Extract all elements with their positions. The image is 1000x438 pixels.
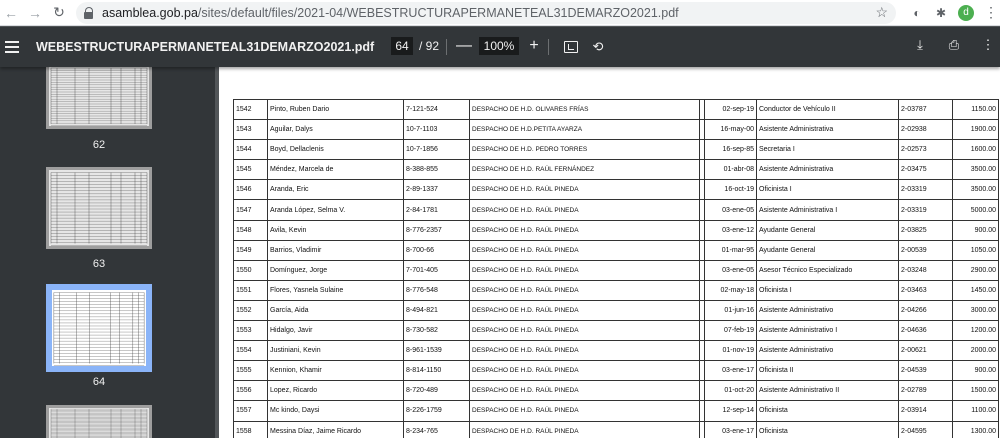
position-code: 2-00539: [899, 240, 953, 260]
rotate-icon[interactable]: ⟲: [592, 39, 604, 54]
employee-name: Avila, Kevin: [268, 220, 404, 240]
page-number-input[interactable]: 64: [391, 37, 413, 55]
page-thumbnail[interactable]: [46, 167, 152, 249]
row-number: 1557: [234, 401, 268, 421]
employee-id: 10-7-1103: [404, 120, 470, 140]
table-row: [234, 160, 999, 180]
toolbar-divider: [446, 39, 447, 55]
position-title: Oficinista I: [757, 180, 899, 200]
page-thumbnail-selected[interactable]: [46, 284, 152, 372]
profile-avatar[interactable]: d: [958, 5, 974, 21]
start-date: 02-may-18: [705, 280, 757, 300]
row-number: 1556: [234, 381, 268, 401]
table-row: [234, 200, 999, 220]
table-row: [234, 240, 999, 260]
department: DESPACHO DE H.D. RAÚL PINEDA: [470, 321, 700, 341]
employee-id: 8-776-2357: [404, 220, 470, 240]
table-row: [234, 401, 999, 421]
employee-name: García, Aida: [268, 300, 404, 320]
start-date: 01-abr-08: [705, 160, 757, 180]
position-code: 2-04595: [899, 421, 953, 438]
employee-id: 8-730-582: [404, 321, 470, 341]
position-title: Asistente Administrativo: [757, 300, 899, 320]
table-row: [234, 140, 999, 160]
position-title: Asistente Administrativo: [757, 341, 899, 361]
position-code: 2-03825: [899, 220, 953, 240]
sidebar-menu-icon[interactable]: [5, 41, 19, 53]
thumbnail-table-preview: [49, 170, 149, 246]
table-row: [234, 100, 999, 120]
department: DESPACHO DE H.D. RAÚL PINEDA: [470, 361, 700, 381]
department: DESPACHO DE H.D. RAÚL FERNÁNDEZ: [470, 160, 700, 180]
employee-id: 2-84-1781: [404, 200, 470, 220]
row-number: 1553: [234, 321, 268, 341]
salary: 1600.00: [953, 140, 999, 160]
position-title: Oficinista: [757, 401, 899, 421]
position-code: 2-04266: [899, 300, 953, 320]
department: DESPACHO DE H.D. RAÚL PINEDA: [470, 280, 700, 300]
position-title: Asistente Administrativo II: [757, 381, 899, 401]
department: DESPACHO DE H.D. RAÚL PINEDA: [470, 421, 700, 438]
employee-name: Pinto, Ruben Dario: [268, 100, 404, 120]
position-title: Ayudante General: [757, 240, 899, 260]
salary: 3500.00: [953, 180, 999, 200]
employee-id: 8-961-1539: [404, 341, 470, 361]
row-number: 1545: [234, 160, 268, 180]
table-row: [234, 280, 999, 300]
browser-menu-icon[interactable]: ⋮: [984, 4, 998, 20]
department: DESPACHO DE H.D.PETITA AYARZA: [470, 120, 700, 140]
thumbnail-label: 63: [92, 258, 106, 270]
table-row: [234, 341, 999, 361]
row-number: 1548: [234, 220, 268, 240]
start-date: 03-ene-05: [705, 260, 757, 280]
fit-page-icon[interactable]: [563, 39, 579, 55]
print-icon[interactable]: ⎙: [948, 37, 960, 52]
address-bar[interactable]: [76, 2, 896, 24]
employee-name: Lopez, Ricardo: [268, 381, 404, 401]
employee-id: 8-776-548: [404, 280, 470, 300]
thumbnail-label: 62: [92, 139, 106, 151]
employee-id: 8-388-855: [404, 160, 470, 180]
salary: 1050.00: [953, 240, 999, 260]
employee-name: Domínguez, Jorge: [268, 260, 404, 280]
employee-name: Méndez, Marcela de: [268, 160, 404, 180]
position-title: Asistente Administrativa: [757, 160, 899, 180]
start-date: 01-jun-16: [705, 300, 757, 320]
position-code: 2-03248: [899, 260, 953, 280]
zoom-controls: [455, 37, 543, 55]
position-title: Secretaria I: [757, 140, 899, 160]
row-number: 1550: [234, 260, 268, 280]
back-arrow-icon[interactable]: ←: [4, 4, 18, 21]
row-number: 1544: [234, 140, 268, 160]
employee-id: 8-720-489: [404, 381, 470, 401]
employee-id: 8-494-821: [404, 300, 470, 320]
bookmark-star-icon[interactable]: ☆: [875, 4, 888, 20]
employee-name: Aranda López, Selma V.: [268, 200, 404, 220]
position-title: Asistente Administrativa I: [757, 200, 899, 220]
zoom-out-button[interactable]: —: [456, 37, 472, 54]
department: DESPACHO DE H.D. RAÚL PINEDA: [470, 180, 700, 200]
employee-name: Aguilar, Dalys: [268, 120, 404, 140]
position-title: Asesor Técnico Especializado: [757, 260, 899, 280]
reload-icon[interactable]: ↻: [53, 4, 65, 20]
salary: 5000.00: [953, 200, 999, 220]
position-title: Conductor de Vehículo II: [757, 100, 899, 120]
employee-id: 7-701-405: [404, 260, 470, 280]
employee-name: Justiniani, Kevin: [268, 341, 404, 361]
start-date: 03-ene-12: [705, 220, 757, 240]
position-title: Oficinista I: [757, 280, 899, 300]
table-row: [234, 421, 999, 438]
personnel-table: [233, 99, 999, 438]
employee-id: 8-814-1150: [404, 361, 470, 381]
pdf-page: [219, 67, 1000, 438]
thumbnail-sidebar[interactable]: [0, 67, 215, 438]
employee-name: Aranda, Eric: [268, 180, 404, 200]
row-number: 1555: [234, 361, 268, 381]
browser-toolbar: [0, 0, 1000, 26]
position-code: 2-02789: [899, 381, 953, 401]
page-thumbnail[interactable]: [46, 405, 152, 438]
table-row: [234, 220, 999, 240]
document-viewer[interactable]: [215, 67, 1000, 438]
thumbnail-label: 64: [92, 376, 106, 388]
download-icon[interactable]: ⤓: [917, 37, 923, 52]
department: DESPACHO DE H.D. RAÚL PINEDA: [470, 260, 700, 280]
start-date: 16-sep-85: [705, 140, 757, 160]
row-number: 1542: [234, 100, 268, 120]
table-row: [234, 260, 999, 280]
table-row: [234, 300, 999, 320]
employee-id: 8-234-765: [404, 421, 470, 438]
start-date: 16-may-00: [705, 120, 757, 140]
employee-name: Messina Díaz, Jaime Ricardo: [268, 421, 404, 438]
thumbnail-table-preview: [49, 67, 149, 126]
total-pages: / 92: [419, 39, 440, 53]
zoom-in-button[interactable]: +: [529, 37, 539, 54]
position-title: Asistente Administrativa: [757, 120, 899, 140]
salary: 1150.00: [953, 100, 999, 120]
position-title: Oficinista II: [757, 361, 899, 381]
position-code: 2-03319: [899, 200, 953, 220]
start-date: 01-nov-19: [705, 341, 757, 361]
row-number: 1546: [234, 180, 268, 200]
forward-arrow-icon[interactable]: →: [28, 4, 42, 21]
start-date: 12-sep-14: [705, 401, 757, 421]
department: DESPACHO DE H.D. PEDRO TORRES: [470, 140, 700, 160]
row-number: 1554: [234, 341, 268, 361]
salary: 3000.00: [953, 300, 999, 320]
employee-name: Hidalgo, Javir: [268, 321, 404, 341]
employee-id: 10-7-1856: [404, 140, 470, 160]
start-date: 01-oct-20: [705, 381, 757, 401]
department: DESPACHO DE H.D. OLIVARES FRÍAS: [470, 100, 700, 120]
department: DESPACHO DE H.D. RAÚL PINEDA: [470, 381, 700, 401]
position-code: 2-02938: [899, 120, 953, 140]
department: DESPACHO DE H.D. RAÚL PINEDA: [470, 200, 700, 220]
department: DESPACHO DE H.D. RAÚL PINEDA: [470, 300, 700, 320]
start-date: 01-mar-95: [705, 240, 757, 260]
table-row: [234, 120, 999, 140]
url-text[interactable]: asamblea.gob.pa/sites/default/files/2021-04/WEBESTRUCTURAPERMANETEAL31DEMARZO2021.pdf: [102, 5, 679, 20]
salary: 1100.00: [953, 401, 999, 421]
department: DESPACHO DE H.D. RAÚL PINEDA: [470, 220, 700, 240]
page-selector: [391, 37, 439, 55]
thumbnail-table-preview: [52, 290, 146, 366]
position-code: 2-00621: [899, 341, 953, 361]
position-code: 2-03787: [899, 100, 953, 120]
salary: 3500.00: [953, 160, 999, 180]
employee-id: 7-121-524: [404, 100, 470, 120]
salary: 900.00: [953, 220, 999, 240]
row-number: 1552: [234, 300, 268, 320]
position-code: 2-02573: [899, 140, 953, 160]
employee-name: Flores, Yasnela Sulaine: [268, 280, 404, 300]
salary: 1900.00: [953, 120, 999, 140]
salary: 1300.00: [953, 421, 999, 438]
table-row: [234, 381, 999, 401]
position-code: 2-04636: [899, 321, 953, 341]
lock-icon[interactable]: [84, 7, 94, 19]
employee-name: Mc kindo, Daysi: [268, 401, 404, 421]
employee-name: Boyd, Dellaclenis: [268, 140, 404, 160]
department: DESPACHO DE H.D. RAÚL PINEDA: [470, 240, 700, 260]
salary: 900.00: [953, 361, 999, 381]
salary: 2900.00: [953, 260, 999, 280]
thumbnail-table-preview: [49, 408, 149, 438]
row-number: 1549: [234, 240, 268, 260]
start-date: 02-sep-19: [705, 100, 757, 120]
start-date: 16-oct-19: [705, 180, 757, 200]
department: DESPACHO DE H.D. RAÚL PINEDA: [470, 341, 700, 361]
table-row: [234, 361, 999, 381]
table-row: [234, 180, 999, 200]
start-date: 03-ene-17: [705, 421, 757, 438]
puzzle-icon[interactable]: ✱: [935, 5, 947, 20]
employee-name: Barrios, Vladimir: [268, 240, 404, 260]
position-code: 2-03319: [899, 180, 953, 200]
position-title: Oficinista: [757, 421, 899, 438]
document-title: WEBESTRUCTURAPERMANETEAL31DEMARZO2021.pdf: [36, 40, 375, 54]
start-date: 03-ene-05: [705, 200, 757, 220]
row-number: 1551: [234, 280, 268, 300]
department: DESPACHO DE H.D. RAÚL PINEDA: [470, 401, 700, 421]
row-number: 1558: [234, 421, 268, 438]
start-date: 07-feb-19: [705, 321, 757, 341]
salary: 1200.00: [953, 321, 999, 341]
employee-id: 8-700-66: [404, 240, 470, 260]
row-number: 1543: [234, 120, 268, 140]
pdf-toolbar: [0, 27, 1000, 67]
page-thumbnail[interactable]: [46, 67, 152, 129]
extension-icon[interactable]: ◐: [913, 5, 921, 20]
employee-id: 2-89-1337: [404, 180, 470, 200]
position-code: 2-03463: [899, 280, 953, 300]
row-number: 1547: [234, 200, 268, 220]
salary: 1450.00: [953, 280, 999, 300]
position-code: 2-04539: [899, 361, 953, 381]
table-row: [234, 321, 999, 341]
salary: 1500.00: [953, 381, 999, 401]
position-title: Ayudante General: [757, 220, 899, 240]
more-options-icon[interactable]: ⋮: [981, 37, 995, 52]
zoom-level[interactable]: 100%: [479, 37, 519, 55]
start-date: 03-ene-17: [705, 361, 757, 381]
position-code: 2-03914: [899, 401, 953, 421]
employee-id: 8-226-1759: [404, 401, 470, 421]
position-title: Asistente Administrativo I: [757, 321, 899, 341]
salary: 2000.00: [953, 341, 999, 361]
employee-name: Kennion, Khamir: [268, 361, 404, 381]
toolbar-divider: [548, 39, 549, 55]
position-code: 2-03475: [899, 160, 953, 180]
